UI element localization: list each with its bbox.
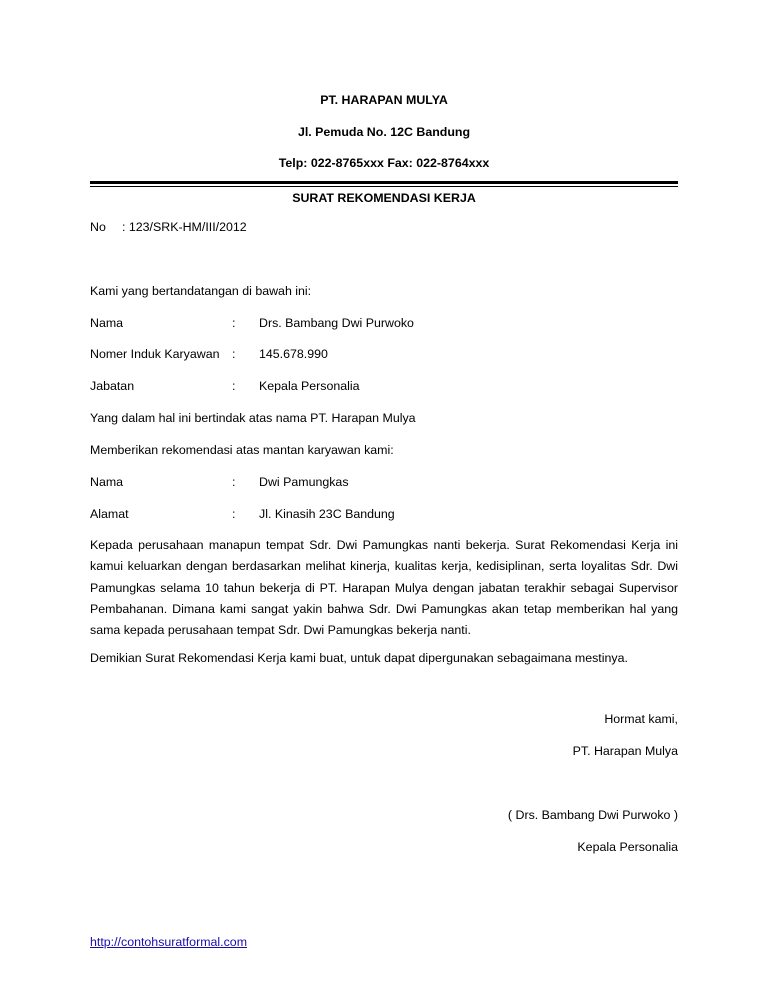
signer-field-colon: :	[232, 379, 236, 393]
letterhead-divider-thin	[90, 186, 678, 187]
signature-name: ( Drs. Bambang Dwi Purwoko )	[507, 808, 678, 822]
signature-company: PT. Harapan Mulya	[572, 744, 678, 758]
company-name: PT. HARAPAN MULYA	[320, 93, 448, 107]
intro-text: Kami yang bertandatangan di bawah ini:	[90, 284, 312, 298]
company-contact: Telp: 022-8765xxx Fax: 022-8764xxx	[278, 156, 490, 170]
signer-field-value: 145.678.990	[259, 347, 328, 361]
letterhead-divider-thick	[90, 181, 678, 184]
letter-number-label: No	[90, 220, 106, 234]
signer-field-label: Nama	[90, 316, 124, 330]
footer-link[interactable]: http://contohsuratformal.com	[90, 935, 248, 949]
employee-field-colon: :	[232, 475, 236, 489]
company-address: Jl. Pemuda No. 12C Bandung	[297, 125, 471, 139]
document-title: SURAT REKOMENDASI KERJA	[292, 191, 476, 205]
signer-field-value: Kepala Personalia	[259, 379, 360, 393]
signer-field-colon: :	[232, 347, 236, 361]
signer-field-label: Jabatan	[90, 379, 135, 393]
signer-field-colon: :	[232, 316, 236, 330]
recommendation-intro: Memberikan rekomendasi atas mantan karyawan kami:	[90, 443, 394, 457]
employee-field-label: Alamat	[90, 507, 129, 521]
signer-field-label: Nomer Induk Karyawan	[90, 347, 220, 361]
letter-number-value: : 123/SRK-HM/III/2012	[122, 220, 247, 234]
employee-field-value: Dwi Pamungkas	[259, 475, 349, 489]
acting-on-behalf-text: Yang dalam hal ini bertindak atas nama PT. Harapan Mulya	[90, 411, 416, 425]
signature-greeting: Hormat kami,	[604, 712, 678, 726]
signer-field-value: Drs. Bambang Dwi Purwoko	[259, 316, 414, 330]
employee-field-colon: :	[232, 507, 236, 521]
body-paragraph: Kepada perusahaan manapun tempat Sdr. Dwi Pamungkas nanti bekerja. Surat Rekomendasi Kerja ini kamui keluarkan dengan berdasarkan melihat kinerja, kualitas kerja, kedisiplinan, serta loyalitas Sdr. Dwi Pamungkas selama 10 tahun bekerja di PT. Harapan Mulya dengan jabatan terakhir sebagai Supervisor Pembahanan. Dimana kami sangat yakin bahwa Sdr. Dwi Pamungkas akan tetap memberikan hal yang sama kepada perusahaan tempat Sdr. Dwi Pamungkas bekerja nanti.	[90, 538, 678, 638]
employee-field-value: Jl. Kinasih 23C Bandung	[259, 507, 395, 521]
closing-text: Demikian Surat Rekomendasi Kerja kami buat, untuk dapat dipergunakan sebagaimana mestinya.	[90, 651, 628, 665]
signature-position: Kepala Personalia	[577, 840, 678, 854]
employee-field-label: Nama	[90, 475, 124, 489]
